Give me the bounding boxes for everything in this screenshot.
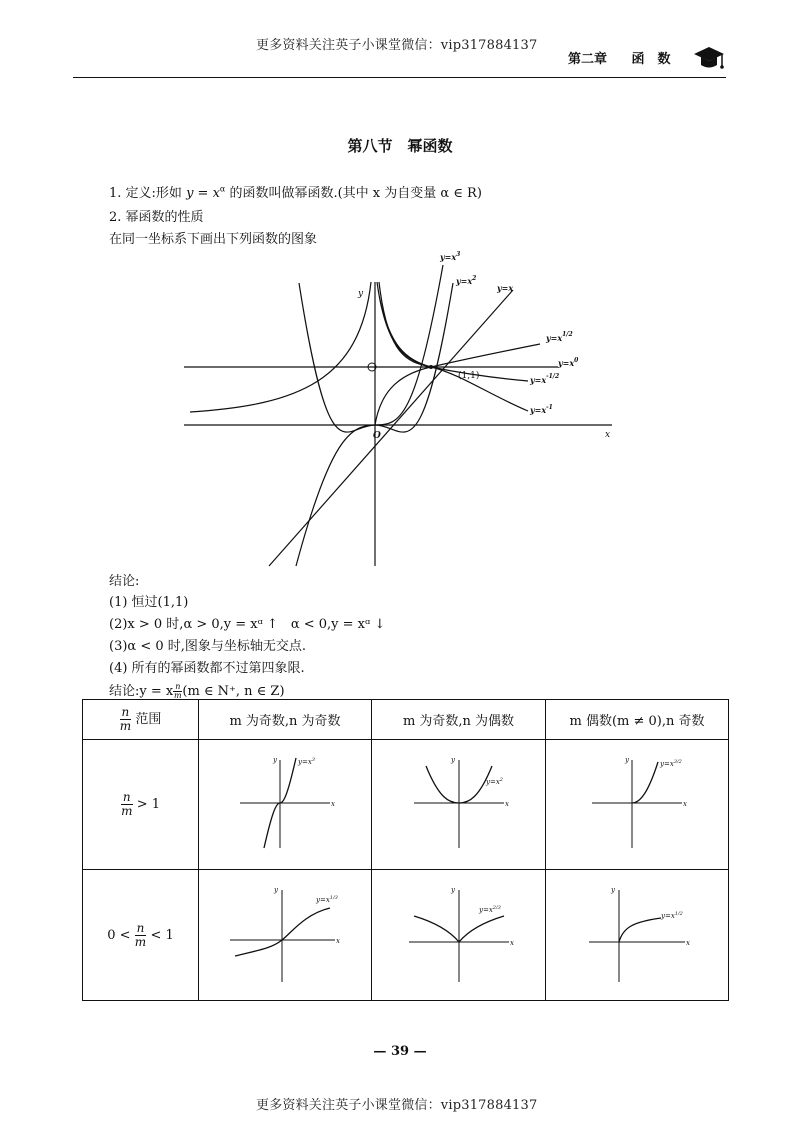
graph-x1-3 (220, 878, 350, 988)
definition-prefix: 1. 定义:形如 (109, 186, 187, 201)
row2-frac-num: n (136, 920, 145, 935)
svg-text:x: x (686, 939, 690, 947)
graph-x3-2-label: $y=x^{3/2}$ (660, 758, 682, 768)
header-col-1: m 为奇数,n 为奇数 (199, 700, 372, 740)
power-function-table (82, 699, 729, 1001)
curve-x2 (299, 283, 453, 432)
section2-heading: 2. 幂函数的性质 (109, 210, 204, 225)
graduation-cap-icon (692, 42, 726, 72)
graph-x1-2 (577, 878, 697, 988)
label-x2: $y=x^2$ (456, 275, 477, 286)
definition-formula: y = x (186, 186, 220, 201)
label-x3: $y=x^3$ (440, 251, 461, 262)
svg-text:x: x (683, 799, 687, 808)
watermark-top: 更多资料关注英子小课堂微信：vip317884137 (256, 38, 538, 53)
conclusion-item-4: (4) 所有的幂函数都不过第四象限. (109, 661, 305, 676)
row2-range-suffix: < 1 (150, 927, 174, 943)
svg-text:y: y (450, 886, 455, 894)
page-number: — 39 — (373, 1044, 427, 1059)
graph-cell-x2-3 (372, 870, 546, 1001)
row2-range-prefix: 0 < (107, 927, 131, 943)
conclusion2-prefix: 结论:y = x (109, 684, 174, 699)
point-label: (1,1) (458, 371, 480, 381)
graph-x3-2 (582, 748, 692, 858)
row1-range-suffix: > 1 (136, 797, 161, 812)
curve-x-half (375, 344, 540, 425)
header-col-2: m 为奇数,n 为偶数 (372, 700, 546, 740)
conclusion2-line (109, 680, 285, 700)
header-frac-den: m (119, 719, 132, 733)
graph-x3 (230, 748, 340, 858)
graph-cell-x1-3 (199, 870, 372, 1001)
header-range-label: 范围 (135, 712, 162, 727)
svg-text:x: x (331, 799, 335, 808)
definition-formula-exponent: α (219, 184, 226, 194)
graph-cell-x3 (199, 740, 372, 870)
label-x-neg-half: $y=x^{-1/2}$ (530, 373, 560, 385)
curve-x-neg-half (380, 300, 528, 381)
origin-label: O (373, 431, 381, 441)
definition-line (109, 182, 482, 201)
label-x0: $y=x^0$ (558, 357, 579, 368)
svg-text:y: y (450, 755, 455, 764)
row1-frac-den: m (121, 804, 133, 818)
table-row (83, 740, 729, 870)
graph-x1-3-label: $y=x^{1/3}$ (316, 895, 338, 904)
graph-x2-3 (399, 878, 519, 988)
graph-cell-x2 (372, 740, 546, 870)
row1-frac-num: n (122, 790, 131, 804)
row2-frac-den: m (134, 934, 147, 949)
conclusion-item-1: (1) 恒过(1,1) (109, 595, 189, 610)
conclusion-item-3: (3)α < 0 时,图象与坐标轴无交点. (109, 639, 307, 654)
y-axis-label: y (358, 289, 364, 299)
conclusion-item-2: (2)x > 0 时,α > 0,y = xᵅ ↑ α < 0,y = xᵅ ↓ (109, 617, 386, 632)
curve-x-neg2 (190, 282, 371, 412)
chapter-title: 函 数 (631, 52, 671, 67)
table-header-row (83, 700, 729, 740)
svg-text:y: y (273, 755, 277, 764)
chapter-number: 第二章 (568, 52, 608, 67)
conclusion2-exp-num: n (175, 682, 181, 691)
svg-text:x: x (504, 799, 509, 808)
svg-text:y: y (625, 755, 629, 764)
row1-range-cell (83, 740, 199, 870)
label-x-half: $y=x^{1/2}$ (546, 331, 573, 343)
main-power-function-graph (180, 248, 620, 570)
table-row (83, 870, 729, 1001)
instruction-text: 在同一坐标系下画出下列函数的图象 (109, 232, 318, 247)
conclusion-heading: 结论: (109, 574, 140, 589)
header-range-cell (83, 700, 199, 740)
graph-x2-3-label: $y=x^{2/3}$ (478, 905, 501, 914)
graph-cell-x1-2 (546, 870, 729, 1001)
graph-x1-2-label: $y=x^{1/2}$ (661, 911, 683, 920)
x-axis-label: x (605, 430, 611, 440)
conclusion2-suffix: (m ∈ N⁺, n ∈ Z) (182, 684, 285, 699)
header-frac-num: n (121, 705, 130, 719)
curve-x-neg1 (377, 282, 528, 411)
section-title: 第八节 幂函数 (347, 137, 453, 155)
chapter-label (568, 48, 671, 67)
row2-range-cell (83, 870, 199, 1001)
graph-x2 (404, 748, 514, 858)
svg-text:x: x (336, 937, 340, 945)
graph-x2-label: $y=x^2$ (485, 776, 503, 786)
graph-x3-label: $y=x^3$ (298, 756, 315, 766)
watermark-bottom: 更多资料关注英子小课堂微信：vip317884137 (256, 1098, 538, 1113)
label-x-neg1: $y=x^{-1}$ (530, 404, 553, 415)
header-col-3: m 偶数(m ≠ 0),n 奇数 (546, 700, 729, 740)
conclusion2-exp-den: m (174, 691, 182, 700)
svg-text:y: y (274, 886, 278, 894)
curve-x1 (269, 290, 513, 566)
definition-suffix: 的函数叫做幂函数.(其中 x 为自变量 α ∈ R) (225, 186, 482, 201)
svg-text:x: x (509, 939, 514, 947)
svg-text:y: y (611, 886, 615, 894)
graph-cell-x3-2 (546, 740, 729, 870)
header-rule (73, 77, 726, 78)
label-x1: y=x (497, 283, 514, 293)
